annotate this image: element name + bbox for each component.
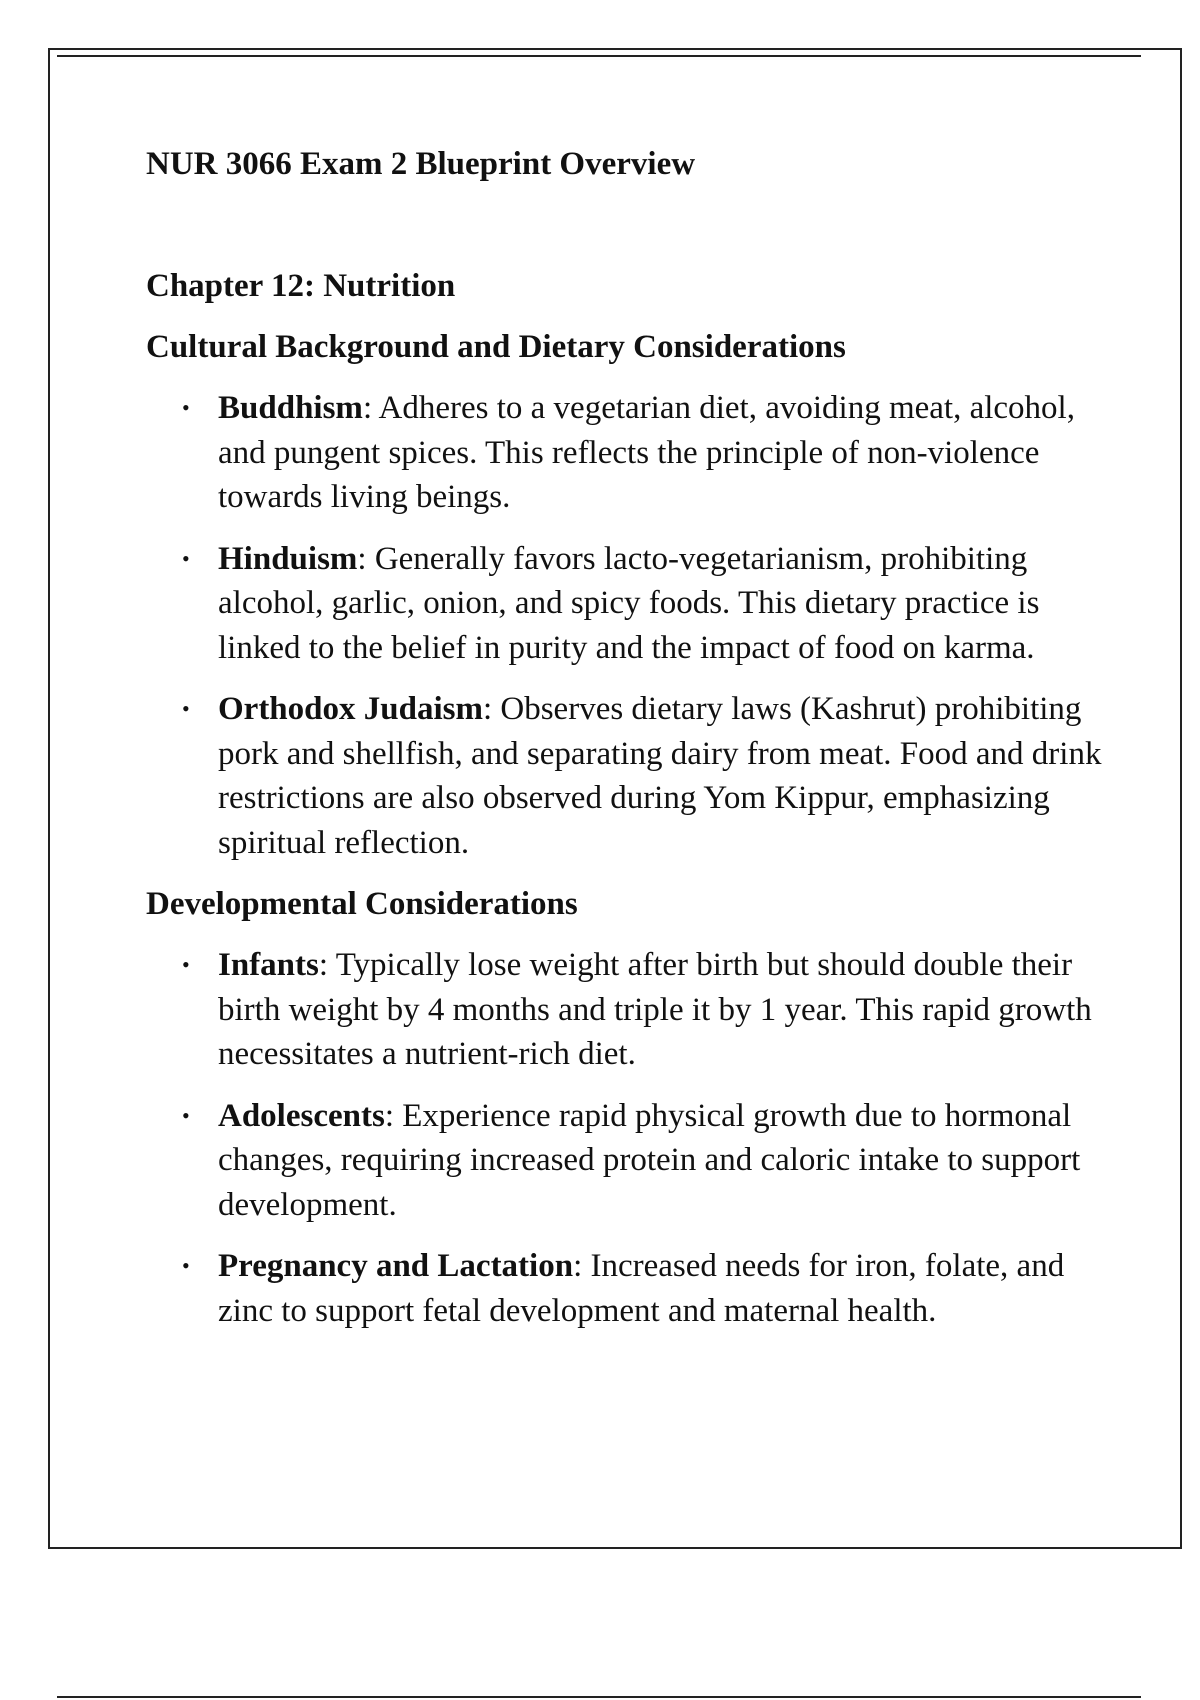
document-title: NUR 3066 Exam 2 Blueprint Overview [146,146,696,182]
list-item [146,943,1106,1077]
item-text: : Increased needs for iron, folate, and zinc to support fetal development and maternal health. [218,1248,1065,1329]
top-divider [57,55,1141,57]
list-item [146,537,1106,671]
bullet-icon: • [182,696,190,721]
cultural-list [146,386,1106,865]
bullet-icon: • [182,1253,190,1278]
bullet-icon: • [182,545,190,571]
document-content [146,142,1106,1350]
item-text: : Generally favors lacto-vegetarianism, prohibiting alcohol, garlic, onion, and spicy foods. This dietary practice is linked to the belief in purity and the impact of food on karma. [218,540,1040,666]
item-text: : Observes dietary laws (Kashrut) prohibiting pork and shellfish, and separating dairy from meat. Food and drink restrictions are also observed during Yom Kippur, emphasizing spiritual reflection. [218,691,1102,861]
item-term: Pregnancy and Lactation [218,1248,574,1284]
bullet-icon: • [182,395,190,420]
item-term: Buddhism [218,390,363,426]
list-item [146,386,1106,520]
section-heading-cultural: Cultural Background and Dietary Considerations [146,329,846,365]
item-term: Hinduism [218,540,358,577]
item-text: : Typically lose weight after birth but should double their birth weight by 4 months and triple it by 1 year. This rapid growth necessitates a nutrient-rich diet. [218,947,1092,1072]
item-text: : Experience rapid physical growth due to hormonal changes, requiring increased protein and caloric intake to support development. [218,1097,1081,1223]
chapter-heading: Chapter 12: Nutrition [146,268,456,304]
item-term: Infants [218,947,319,983]
bottom-divider [57,1696,1141,1698]
section-heading-developmental: Developmental Considerations [146,886,578,922]
list-item [146,687,1106,865]
developmental-list [146,943,1106,1333]
bullet-icon: • [182,1102,190,1128]
list-item [146,1094,1106,1228]
item-term: Adolescents [218,1097,385,1134]
item-term: Orthodox Judaism [218,691,483,727]
item-text: : Adheres to a vegetarian diet, avoiding meat, alcohol, and pungent spices. This reflects the principle of non-violence towards living beings. [218,390,1075,515]
bullet-icon: • [182,952,190,977]
list-item [146,1244,1106,1333]
